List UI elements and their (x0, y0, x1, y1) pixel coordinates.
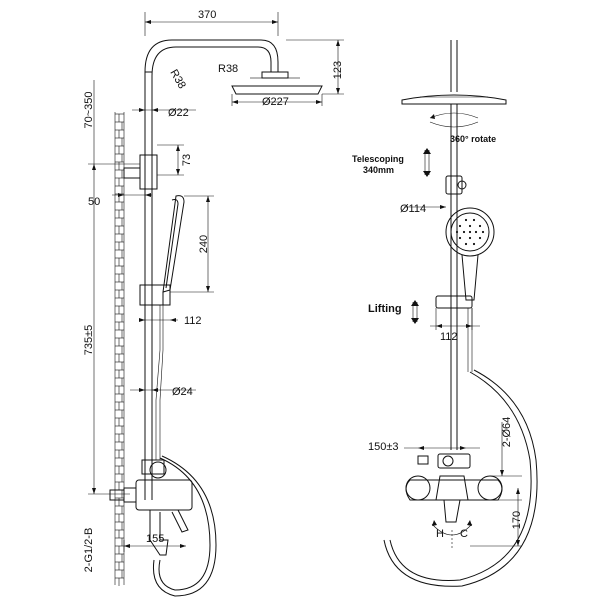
dim-mixer-spacing: 150±3 (368, 441, 399, 453)
label-rotate: 360° rotate (450, 134, 497, 144)
rotate-arrow-icon (430, 113, 478, 127)
lifting-arrow-icon (411, 300, 419, 324)
dim-spout-length: 155 (146, 533, 165, 545)
label-lifting: Lifting (368, 303, 402, 315)
handset-holder-front (430, 296, 480, 330)
dim-inlet: 2-G1/2-B (83, 527, 95, 573)
hand-shower-front (404, 205, 494, 300)
hand-shower (140, 196, 184, 305)
dim-top-width: 370 (198, 9, 217, 21)
dim-wall-offset: 50 (88, 196, 101, 208)
dim-holder-width: 112 (440, 331, 458, 343)
dim-riser-length: 735±5 (83, 324, 95, 356)
dim-lower-pipe-diameter: Ø24 (172, 386, 193, 398)
label-telescoping: Telescoping (352, 154, 404, 164)
label-telescoping-length: 340mm (363, 165, 395, 175)
hose (153, 305, 216, 596)
shower-head-front (402, 40, 506, 104)
dim-mixer-height: 170 (511, 510, 523, 530)
dim-bracket-offset: 73 (181, 153, 193, 167)
dim-telescoping-range: 70~350 (83, 91, 95, 129)
label-cold: C (460, 528, 468, 540)
right-view (352, 40, 537, 586)
left-view (83, 9, 344, 596)
mixer-front (404, 446, 502, 548)
dim-head-diameter: Ø227 (262, 96, 289, 108)
dim-handset-length: 240 (198, 234, 210, 254)
telescoping-arrow-icon (423, 148, 431, 177)
dim-handset-diameter: Ø114 (400, 203, 427, 215)
dim-flange-diameter: 2-Ø64 (501, 416, 513, 448)
dim-head-height: 123 (332, 60, 344, 80)
label-hot: H (436, 528, 444, 540)
shower-head (232, 72, 322, 94)
dim-radius-right: R38 (218, 63, 239, 75)
left-dimensions (83, 9, 344, 572)
dim-pipe-diameter: Ø22 (168, 107, 189, 119)
column-pipe (145, 40, 278, 500)
column-front (446, 104, 466, 450)
wall-hatch (115, 112, 124, 586)
dim-handset-holder: 112 (184, 315, 202, 327)
dim-radius-left: R38 (167, 67, 188, 91)
